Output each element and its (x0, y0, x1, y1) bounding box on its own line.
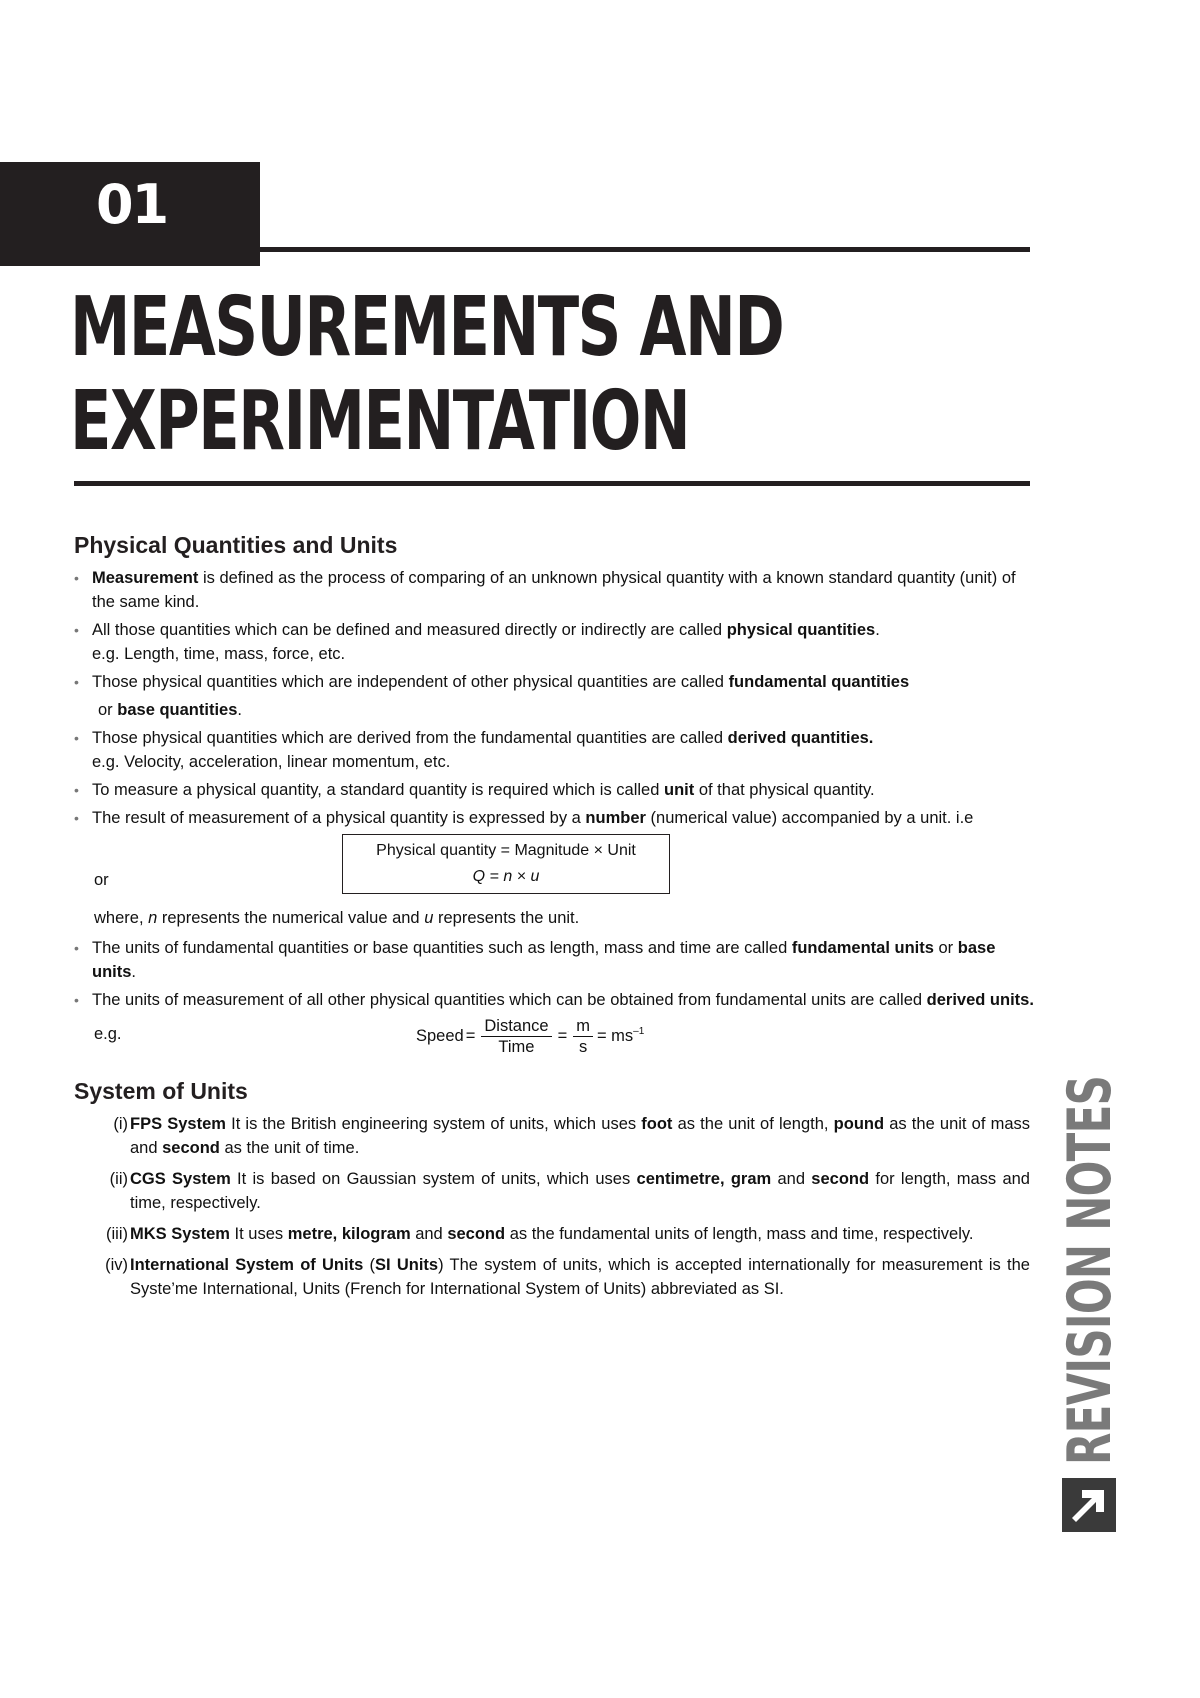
item-number: (iv) (105, 1256, 128, 1274)
term-foot: foot (641, 1115, 673, 1133)
speed-equation (416, 1014, 644, 1058)
list-item-text: as the fundamental units of length, mass and time, respectively. (505, 1225, 974, 1243)
systems-list (74, 1112, 1034, 1301)
term-metre-kilogram: metre, kilogram (287, 1225, 411, 1243)
eg-label: e.g. (94, 1025, 122, 1043)
units-list (74, 936, 1034, 1012)
list-item-text: ( (363, 1256, 376, 1274)
list-item-text: (numerical value) accompanied by a unit. i.e (645, 809, 974, 827)
fraction-denominator: Time (498, 1037, 535, 1056)
revision-notes-text: REVISION NOTES (1055, 1075, 1125, 1465)
list-item-text: as the unit of mass and (130, 1115, 1030, 1157)
formula-line-2: Q = n × u (472, 868, 540, 885)
term-unit: unit (664, 781, 695, 799)
physical-quantities-list (74, 566, 1034, 830)
symbol-u: u (424, 909, 434, 927)
section-heading-system-of-units: System of Units (74, 1078, 248, 1104)
term-second: second (811, 1170, 870, 1188)
fraction-numerator: m (573, 1016, 593, 1037)
term-centimetre-gram: centimetre, gram (636, 1170, 772, 1188)
chapter-title-line1: MEASUREMENTS AND (70, 280, 784, 375)
title-rule-bottom (74, 481, 1030, 486)
fraction-denominator: s (578, 1037, 588, 1056)
where-text: represents the unit. (433, 909, 580, 927)
item-number: (iii) (106, 1225, 128, 1243)
list-item (74, 778, 1034, 802)
list-item (74, 726, 1034, 774)
list-item-text: It is based on Gaussian system of units, which uses (230, 1170, 637, 1188)
list-item-text: The units of measurement of all other physical quantities which can be obtained from fundamental units are called (92, 991, 927, 1009)
list-item (74, 1167, 1034, 1215)
list-item-text: and (771, 1170, 812, 1188)
term-cgs-system: CGS System (130, 1170, 231, 1188)
term-physical-quantities: physical quantities (726, 621, 876, 639)
item-number: (i) (113, 1115, 128, 1133)
term-second: second (162, 1139, 220, 1157)
term-second: second (447, 1225, 506, 1243)
term-derived-quantities: derived quantities. (727, 729, 874, 747)
fraction-distance-time (481, 1016, 551, 1057)
where-text: where, (94, 909, 149, 927)
equals-sign: = (465, 1027, 476, 1045)
term-fundamental-quantities: fundamental quantities (728, 673, 910, 691)
list-item-text: It uses (229, 1225, 288, 1243)
term-base-units: base units (92, 939, 996, 981)
list-item (74, 806, 1034, 830)
list-item (74, 988, 1034, 1012)
formula-line-1: Physical quantity = Magnitude × Unit (376, 842, 636, 859)
list-item-text: and (410, 1225, 448, 1243)
term-measurement: Measurement (92, 569, 199, 587)
equals-sign: = (557, 1027, 568, 1045)
list-item-text: of that physical quantity. (694, 781, 875, 799)
term-fundamental-units: fundamental units (791, 939, 934, 957)
fraction-numerator: Distance (481, 1016, 551, 1037)
term-fps-system: FPS System (130, 1115, 226, 1133)
list-item (74, 618, 1034, 666)
list-item-text: as the unit of length, (672, 1115, 834, 1133)
list-item-text: . (131, 963, 137, 981)
example-text: e.g. Length, time, mass, force, etc. (92, 645, 346, 663)
list-item (74, 566, 1034, 614)
section-heading-physical-quantities: Physical Quantities and Units (74, 532, 398, 558)
list-item-text: is defined as the process of comparing of an unknown physical quantity with a known standard quantity (unit) of the same kind. (92, 569, 1016, 611)
term-mks-system: MKS System (130, 1225, 230, 1243)
term-si-units: SI Units (375, 1256, 439, 1274)
main-content (74, 530, 1034, 1308)
list-item-text: or (98, 701, 118, 719)
speed-example-row (74, 1014, 1034, 1058)
speed-unit: = ms (596, 1027, 634, 1045)
list-item-text: It is the British engineering system of units, which uses (225, 1115, 642, 1133)
list-item-text: as the unit of time. (219, 1139, 360, 1157)
formula-box (342, 834, 670, 894)
list-item-text: for length, mass and time, respectively. (130, 1170, 1030, 1212)
term-pound: pound (833, 1115, 885, 1133)
list-item-text: . (237, 701, 242, 719)
list-item-text: The result of measurement of a physical quantity is expressed by a (92, 809, 586, 827)
list-item-text: Those physical quantities which are independent of other physical quantities are called (92, 673, 729, 691)
term-derived-units: derived units. (926, 991, 1034, 1009)
list-item-text: . (875, 621, 880, 639)
speed-label: Speed (416, 1027, 464, 1045)
unit-exponent: –1 (633, 1026, 645, 1037)
title-rule-top (74, 247, 1030, 252)
list-item-text: The units of fundamental quantities or base quantities such as length, mass and time are called (92, 939, 792, 957)
list-item-text: All those quantities which can be defined and measured directly or indirectly are called (92, 621, 727, 639)
revision-notes-banner (1055, 909, 1125, 1465)
formula-row (74, 834, 1034, 898)
list-item-text: To measure a physical quantity, a standard quantity is required which is called (92, 781, 664, 799)
list-item-text: ) The system of units, which is accepted internationally for measurement is the Syste’me International, Units (French for International System of Units) abbreviated as SI. (130, 1256, 1030, 1298)
example-text: e.g. Velocity, acceleration, linear momentum, etc. (92, 753, 451, 771)
or-label: or (94, 871, 109, 889)
list-item (74, 1222, 1034, 1246)
list-item (74, 936, 1034, 984)
fraction-m-s (573, 1016, 593, 1057)
list-item (74, 1112, 1034, 1160)
term-number: number (585, 809, 646, 827)
list-item (74, 1253, 1034, 1301)
symbol-n: n (148, 909, 158, 927)
list-item (74, 670, 1034, 722)
term-si-system: International System of Units (130, 1256, 364, 1274)
where-line (74, 906, 1034, 930)
chapter-title-line2: EXPERIMENTATION (70, 374, 690, 469)
chapter-title (70, 281, 783, 469)
chapter-number: 01 (96, 173, 168, 236)
where-text: represents the numerical value and (157, 909, 425, 927)
arrow-up-right-icon (1062, 1478, 1116, 1532)
list-item-text: Those physical quantities which are derived from the fundamental quantities are called (92, 729, 728, 747)
list-item-text: or (933, 939, 958, 957)
item-number: (ii) (109, 1170, 128, 1188)
term-base-quantities: base quantities (117, 701, 238, 719)
